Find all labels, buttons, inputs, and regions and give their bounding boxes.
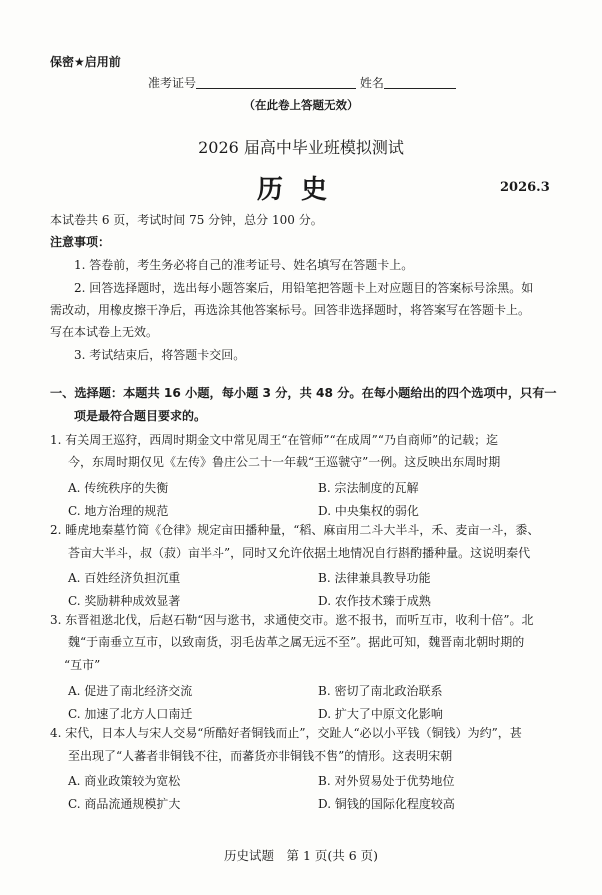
option-d: D. 农作技术臻于成熟	[318, 594, 431, 608]
option-b: B. 对外贸易处于优势地位	[318, 774, 455, 788]
option-c: C. 地方治理的规范	[68, 504, 169, 518]
question-stem: 1. 有关周王巡狩，西周时期金文中常见周王“在管师”“在成周”“乃自商师”的记载；迄	[50, 433, 499, 447]
option-a: A. 商业政策较为宽松	[68, 774, 181, 788]
option-a: A. 促进了南北经济交流	[68, 684, 193, 698]
exam-title: 2026 届高中毕业班模拟测试	[198, 138, 404, 157]
confidential-label: 保密★启用前	[50, 55, 121, 69]
option-a: A. 百姓经济负担沉重	[68, 571, 181, 585]
option-c: C. 商品流通规模扩大	[68, 797, 181, 811]
section-heading: 一、选择题：本题共 16 小题，每小题 3 分，共 48 分。在每小题给出的四个选项中，只有一	[50, 386, 557, 400]
invalid-note: （在此卷上答题无效）	[243, 98, 359, 112]
question-stem-cont: 魏“于南垂立互市，以致南货，羽毛齿革之属无远不至”。据此可知，魏晋南北朝时期的	[68, 635, 525, 649]
option-d: D. 铜钱的国际化程度较高	[318, 797, 455, 811]
question-stem: 4. 宋代，日本人与宋人交易“所酷好者铜钱而止”，交趾人“必以小平钱（铜钱）为约”，甚	[50, 726, 522, 740]
name-label: 姓名	[359, 76, 384, 90]
option-d: D. 扩大了中原文化影响	[318, 707, 443, 721]
option-d: D. 中央集权的弱化	[318, 504, 419, 518]
id-blank	[196, 76, 356, 89]
notice-2: 2. 回答选择题时，选出每小题答案后，用铅笔把答题卡上对应题目的答案标号涂黑。如	[74, 281, 534, 295]
question-stem-cont: 至出现了“人蕃者非铜钱不往，而蕃货亦非铜钱不售”的情形。这表明宋朝	[68, 749, 453, 763]
question-stem: 3. 东晋祖逖北伐，后赵石勒“因与逖书，求通使交市。逖不报书，而听互市，收利十倍”。北	[50, 613, 534, 627]
notice-2-cont: 需改动，用橡皮擦干净后，再选涂其他答案标号。回答非选择题时，将答案写在答题卡上。	[50, 303, 531, 317]
option-b: B. 法律兼具教导功能	[318, 571, 431, 585]
question-stem-end: “互市”	[64, 658, 101, 672]
option-c: C. 奖励耕种成效显著	[68, 594, 181, 608]
section-heading-cont: 项是最符合题目要求的。	[74, 409, 207, 423]
option-b: B. 密切了南北政治联系	[318, 684, 443, 698]
question-stem-cont: 荅亩大半斗，叔（菽）亩半斗”，同时又允许依据土地情况自行斟酌播种量。这说明秦代	[68, 546, 531, 560]
exam-date: 2026.3	[500, 180, 550, 195]
name-blank	[384, 76, 456, 89]
question-stem-cont: 今，东周时期仅见《左传》鲁庄公二十一年载“王巡虢守”一例。这反映出东周时期	[68, 455, 501, 469]
option-b: B. 宗法制度的瓦解	[318, 481, 419, 495]
page-footer: 历史试题 第 1 页(共 6 页)	[223, 848, 379, 863]
option-a: A. 传统秩序的失衡	[68, 481, 169, 495]
question-stem: 2. 睡虎地秦墓竹简《仓律》规定亩田播种量，“稻、麻亩用二斗大半斗，禾、麦亩一斗，黍、	[50, 523, 540, 537]
notice-1: 1. 答卷前，考生务必将自己的准考证号、姓名填写在答题卡上。	[74, 258, 414, 272]
id-label: 准考证号	[148, 76, 197, 90]
subject-title: 历史	[256, 175, 345, 205]
exam-info: 本试卷共 6 页，考试时间 75 分钟，总分 100 分。	[50, 213, 323, 227]
option-c: C. 加速了北方人口南迁	[68, 707, 193, 721]
candidate-info-line	[148, 74, 456, 91]
notice-3: 3. 考试结束后，将答题卡交回。	[74, 348, 246, 362]
notice-2-end: 写在本试卷上无效。	[50, 325, 159, 339]
notice-title: 注意事项：	[50, 235, 111, 249]
